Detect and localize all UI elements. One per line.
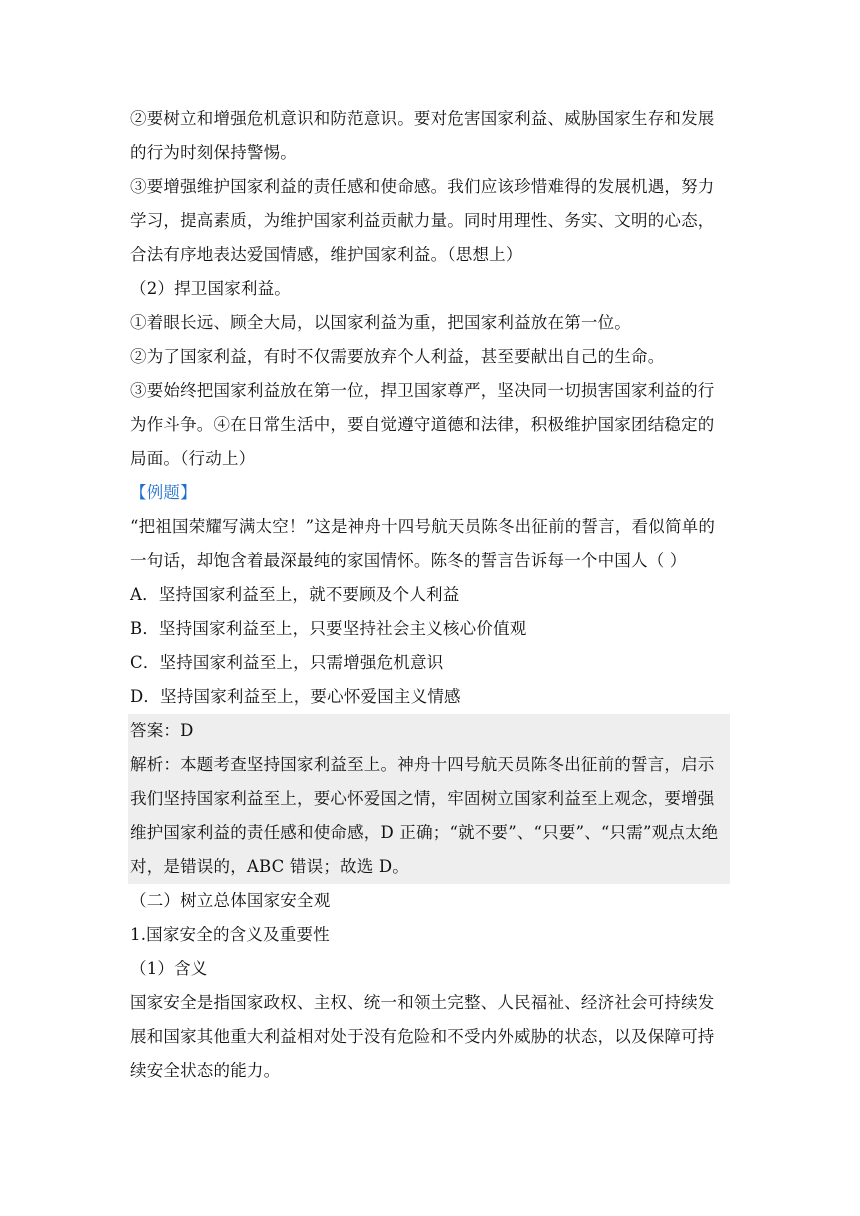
subheading: 1.国家安全的含义及重要性 xyxy=(130,925,330,944)
text-line: 合法有序地表达爱国情感，维护国家利益。（思想上） xyxy=(130,245,523,264)
section-national-interest xyxy=(130,102,730,476)
text-line: 国家安全是指国家政权、主权、统一和领土完整、人民福祉、经济社会可持续发 xyxy=(130,993,715,1012)
text-line: ③要始终把国家利益放在第一位，捍卫国家尊严，坚决同一切损害国家利益的行 xyxy=(130,381,715,400)
text-line: ①着眼长远、顾全大局，以国家利益为重，把国家利益放在第一位。 xyxy=(130,313,631,332)
option-d: D．坚持国家利益至上，要心怀爱国主义情感 xyxy=(130,687,461,706)
text-line: 展和国家其他重大利益相对处于没有危险和不受内外威胁的状态，以及保障可持 xyxy=(130,1027,715,1046)
text-line: 为作斗争。④在日常生活中，要自觉遵守道德和法律，积极维护国家团结稳定的 xyxy=(130,415,715,434)
analysis-line: 对，是错误的，ABC 错误；故选 D。 xyxy=(130,857,409,876)
text-line: 局面。（行动上） xyxy=(130,449,256,468)
analysis-line: 我们坚持国家利益至上，要心怀爱国之情，牢固树立国家利益至上观念，要增强 xyxy=(130,789,715,808)
text-line: ②为了国家利益，有时不仅需要放弃个人利益，甚至要献出自己的生命。 xyxy=(130,347,665,366)
answer-line: 答案：D xyxy=(130,721,194,740)
subheading: （2）捍卫国家利益。 xyxy=(130,279,291,298)
document-page xyxy=(130,102,730,1088)
text-line: 学习，提高素质，为维护国家利益贡献力量。同时用理性、务实、文明的心态， xyxy=(130,211,715,230)
text-line: ③要增强维护国家利益的责任感和使命感。我们应该珍惜难得的发展机遇，努力 xyxy=(130,177,715,196)
text-line: ②要树立和增强危机意识和防范意识。要对危害国家利益、威胁国家生存和发展 xyxy=(130,109,715,128)
text-line: 续安全状态的能力。 xyxy=(130,1061,281,1080)
question-line: 一句话，却饱含着最深最纯的家国情怀。陈冬的誓言告诉每一个中国人（ ） xyxy=(130,551,687,570)
option-b: B．坚持国家利益至上，只要坚持社会主义核心价值观 xyxy=(130,619,527,638)
example-heading: 【例题】 xyxy=(130,483,197,502)
example-block xyxy=(130,476,730,884)
answer-box xyxy=(128,714,730,884)
question-line: “把祖国荣耀写满太空！”这是神舟十四号航天员陈冬出征前的誓言，看似简单的 xyxy=(130,517,716,536)
analysis-line: 解析：本题考查坚持国家利益至上。神舟十四号航天员陈冬出征前的誓言，启示 xyxy=(130,755,715,774)
section-heading: （二）树立总体国家安全观 xyxy=(130,891,331,910)
analysis-line: 维护国家利益的责任感和使命感，D 正确；“就不要”、“只要”、“只需”观点太绝 xyxy=(130,823,719,842)
section-national-security xyxy=(130,884,730,1088)
option-c: C．坚持国家利益至上，只需增强危机意识 xyxy=(130,653,444,672)
option-a: A．坚持国家利益至上，就不要顾及个人利益 xyxy=(130,585,460,604)
subheading: （1）含义 xyxy=(130,959,208,978)
text-line: 的行为时刻保持警惕。 xyxy=(130,143,297,162)
